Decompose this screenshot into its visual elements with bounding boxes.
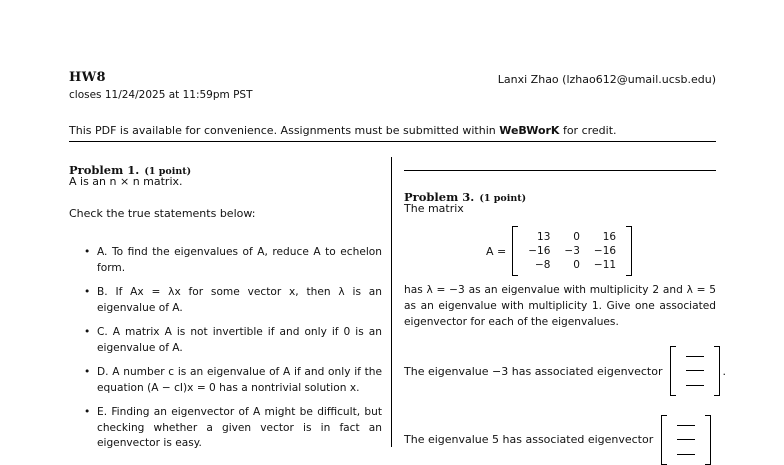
matrix-cell: 16 — [602, 231, 617, 243]
due-date: closes 11/24/2025 at 11:59pm PST — [69, 89, 253, 101]
problem-3-title: Problem 3. — [404, 190, 475, 204]
matrix-cell: −16 — [528, 245, 551, 257]
vector-right-bracket — [705, 415, 711, 465]
header-divider — [69, 141, 716, 142]
problem-1-title: Problem 1. — [69, 163, 140, 177]
vector-right-bracket — [714, 346, 720, 396]
problem-3-intro: The matrix — [404, 202, 464, 215]
answer-blank[interactable] — [686, 356, 704, 357]
answer-blank[interactable] — [677, 454, 695, 455]
matrix-A — [486, 226, 632, 276]
homework-title: HW8 — [69, 70, 106, 85]
option-c[interactable]: • C. A matrix A is not invertible if and only if 0 is an eigenvalue of A. — [82, 325, 382, 356]
problem-1-points: (1 point) — [144, 166, 192, 177]
matrix-cell: 0 — [573, 231, 580, 243]
eigenvalue-1-period: . — [722, 364, 726, 378]
right-column-top-rule — [404, 170, 716, 171]
matrix-cell: 0 — [573, 259, 580, 271]
notice-text-before: This PDF is available for convenience. Assignments must be submitted within — [69, 124, 496, 137]
left-bracket — [512, 226, 518, 276]
option-a[interactable]: • A. To find the eigenvalues of A, reduce A to echelon form. — [82, 245, 382, 276]
problem-1-statement: A is an n × n matrix. — [69, 175, 183, 188]
matrix-cell: −11 — [593, 259, 617, 271]
matrix-row — [521, 244, 623, 258]
pdf-notice — [69, 124, 617, 137]
eigenvector-2-answer[interactable] — [661, 415, 711, 465]
eigenvalue-1-row — [404, 346, 726, 396]
matrix-label: A = — [486, 244, 507, 258]
right-bracket — [626, 226, 632, 276]
matrix-cell: 13 — [537, 231, 551, 243]
matrix-cell: −16 — [593, 245, 617, 257]
matrix-row — [521, 230, 623, 244]
problem-1-options — [82, 245, 382, 461]
matrix-cell: −8 — [534, 259, 551, 271]
notice-text-after: for credit. — [562, 124, 617, 137]
problem-1-instruction: Check the true statements below: — [69, 207, 256, 220]
problem-3-description: has λ = −3 as an eigenvalue with multiplicity 2 and λ = 5 as an eigenvalue with multiplicity 1. Give one associated eigenvector for each of the eigenvalues. — [404, 284, 716, 328]
answer-blank[interactable] — [686, 370, 704, 371]
problem-3-points: (1 point) — [479, 193, 527, 204]
matrix-entries — [521, 230, 623, 272]
option-d[interactable]: • D. A number c is an eigenvalue of A if and only if the equation (A − cI)x = 0 has a nontrivial solution x. — [82, 365, 382, 396]
eigenvector-1-answer[interactable] — [670, 346, 720, 396]
option-e[interactable]: • E. Finding an eigenvector of A might be difficult, but checking whether a given vector is in fact an eigenvector is easy. — [82, 405, 382, 452]
answer-blank[interactable] — [686, 385, 704, 386]
matrix-cell: −3 — [564, 245, 580, 257]
student-name: Lanxi Zhao (lzhao612@umail.ucsb.edu) — [497, 73, 716, 86]
webwork-name: WeBWorK — [499, 124, 560, 137]
matrix-row — [521, 258, 623, 272]
answer-blank[interactable] — [677, 439, 695, 440]
eigenvalue-2-label: The eigenvalue 5 has associated eigenvector — [404, 433, 654, 446]
answer-blank[interactable] — [677, 425, 695, 426]
eigenvalue-2-row — [404, 415, 711, 465]
column-divider — [391, 157, 392, 447]
eigenvalue-1-label: The eigenvalue −3 has associated eigenvector — [404, 364, 663, 378]
option-b[interactable]: • B. If Ax = λx for some vector x, then λ is an eigenvalue of A. — [82, 285, 382, 316]
